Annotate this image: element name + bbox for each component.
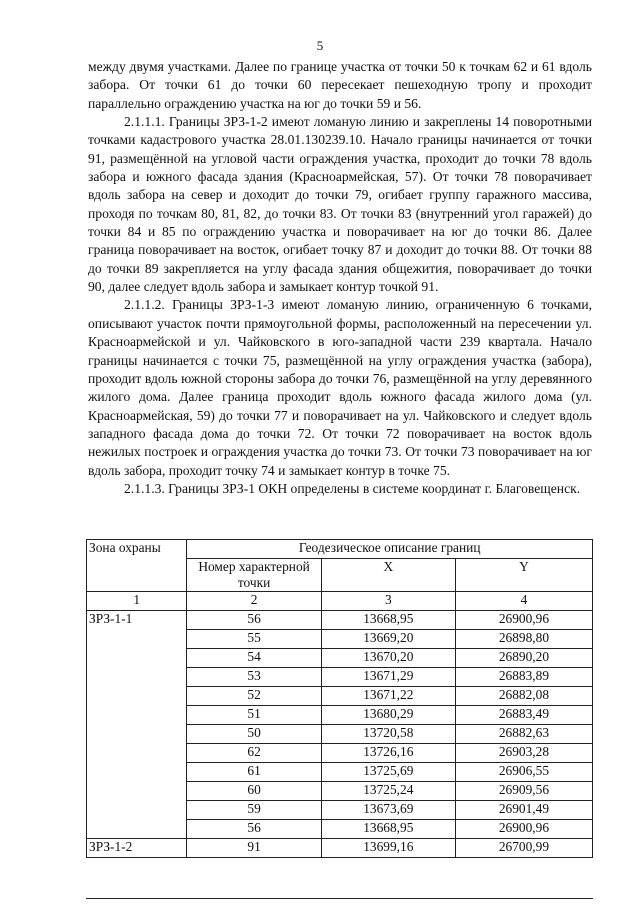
x-header: X <box>321 559 455 592</box>
point-cell: 62 <box>187 744 321 763</box>
point-cell: 91 <box>187 839 321 858</box>
geodesic-header: Геодезическое описание границ <box>187 540 593 559</box>
bottom-rule <box>86 898 593 899</box>
x-cell: 13671,22 <box>321 687 455 706</box>
y-cell: 26906,55 <box>455 763 592 782</box>
x-cell: 13720,58 <box>321 725 455 744</box>
zone-header: Зона охраны <box>87 540 187 592</box>
point-cell: 56 <box>187 611 321 630</box>
x-cell: 13668,95 <box>321 611 455 630</box>
x-cell: 13680,29 <box>321 706 455 725</box>
y-cell: 26890,20 <box>455 649 592 668</box>
point-cell: 61 <box>187 763 321 782</box>
x-cell: 13699,16 <box>321 839 455 858</box>
column-number: 1 <box>87 592 187 611</box>
x-cell: 13725,24 <box>321 782 455 801</box>
x-cell: 13671,29 <box>321 668 455 687</box>
point-cell: 51 <box>187 706 321 725</box>
point-cell: 52 <box>187 687 321 706</box>
y-cell: 26898,80 <box>455 630 592 649</box>
paragraph-2-1-1-1: 2.1.1.1. Границы ЗРЗ-1-2 имеют ломаную линию и закреплены 14 поворотными точками кадастрового участка 28.01.130239.10. Начало границы начинается от точки 91, размещённой на угловой части ограждения участка, проходит до точки 78 вдоль забора и южного фасада здания (Красноармейская, 57). От точки 78 поворачивает вдоль забора на север и доходит до точки 79, огибает группу гаражного массива, проходя по точкам 80, 81, 82, до точки 83. От точки 83 (внутренний угол гаражей) до точки 84 и 85 по ограждению участка и поворачивает на юг до точки 86. Далее граница поворачивает на восток, огибает точку 87 и доходит до точки 88. От точки 88 до точки 89 закрепляется на углу фасада здания общежития, поворачивает до точки 90, далее следует вдоль забора и замыкает контур точкой 91. <box>88 114 592 295</box>
y-cell: 26883,49 <box>455 706 592 725</box>
point-cell: 54 <box>187 649 321 668</box>
paragraph-2-1-1-2: 2.1.1.2. Границы ЗРЗ-1-3 имеют ломаную линию, ограниченную 6 точками, описывают участок почти прямоугольной формы, расположенный на пересечении ул. Красноармейской и ул. Чайковского в юго-западной части 239 квартала. Начало границы начинается с точки 75, размещённой на углу ограждения участка (забора), проходит вдоль южной стороны забора до точки 76, размещённой на углу деревянного жилого дома. Далее граница проходит вдоль южного фасада жилого дома (ул. Красноармейская, 59) до точки 77 и поворачивает на ул. Чайковского и следует вдоль западного фасада дома до точки 72. От точки 72 поворачивает на восток вдоль нежилых построек и ограждения участка до точки 73. От точки 73 поворачивает на юг вдоль забора, проходит точку 74 и замыкает контур в точке 75. <box>88 297 592 478</box>
y-cell: 26901,49 <box>455 801 592 820</box>
y-cell: 26700,99 <box>455 839 592 858</box>
point-cell: 60 <box>187 782 321 801</box>
point-cell: 59 <box>187 801 321 820</box>
column-number: 3 <box>321 592 455 611</box>
paragraph-continuation: между двумя участками. Далее по границе участка от точки 50 к точкам 62 и 61 вдоль забора. От точки 61 до точки 60 пересекает пешеходную тропу и проходит параллельно ограждению участка на юг до точки 59 и 56. <box>88 59 592 111</box>
y-cell: 26903,28 <box>455 744 592 763</box>
y-cell: 26883,89 <box>455 668 592 687</box>
x-cell: 13726,16 <box>321 744 455 763</box>
y-cell: 26900,96 <box>455 611 592 630</box>
point-cell: 55 <box>187 630 321 649</box>
x-cell: 13670,20 <box>321 649 455 668</box>
y-cell: 26882,08 <box>455 687 592 706</box>
point-cell: 50 <box>187 725 321 744</box>
zone-cell: ЗРЗ-1-2 <box>87 839 187 858</box>
paragraph-2-1-1-3: 2.1.1.3. Границы ЗРЗ-1 ОКН определены в системе координат г. Благовещенск. <box>124 480 581 496</box>
zone-cell: ЗРЗ-1-1 <box>87 611 187 839</box>
x-cell: 13668,95 <box>321 820 455 839</box>
y-header: Y <box>455 559 592 592</box>
x-cell: 13725,69 <box>321 763 455 782</box>
y-cell: 26909,56 <box>455 782 592 801</box>
column-number: 4 <box>455 592 592 611</box>
x-cell: 13673,69 <box>321 801 455 820</box>
x-cell: 13669,20 <box>321 630 455 649</box>
column-number: 2 <box>187 592 321 611</box>
y-cell: 26900,96 <box>455 820 592 839</box>
point-header: Номер характерной точки <box>187 559 321 592</box>
point-cell: 53 <box>187 668 321 687</box>
point-cell: 56 <box>187 820 321 839</box>
table-row <box>87 611 593 630</box>
page-number: 5 <box>316 38 324 53</box>
table-body <box>87 611 593 858</box>
body-text <box>88 58 592 498</box>
y-cell: 26882,63 <box>455 725 592 744</box>
coordinates-table <box>86 539 593 858</box>
table-row <box>87 839 593 858</box>
